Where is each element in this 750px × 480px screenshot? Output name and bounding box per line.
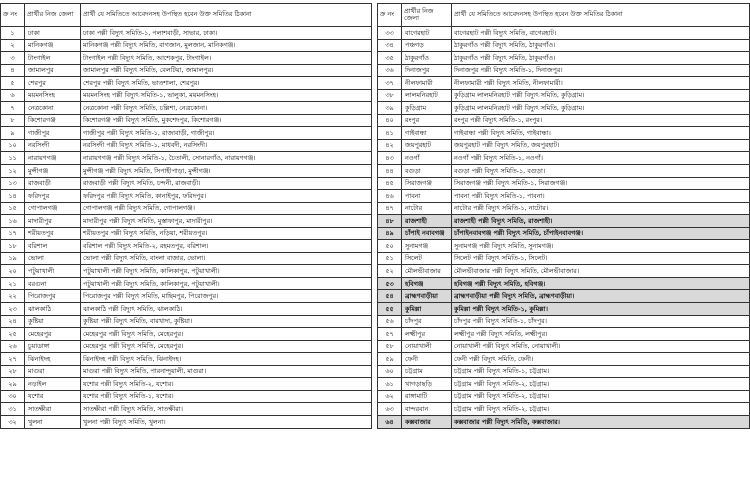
serial-cell: ৬১ (378, 378, 402, 391)
table-row (1, 353, 372, 366)
serial-cell: ৪১ (378, 127, 402, 140)
table-row (378, 340, 750, 353)
district-cell: বান্দরবান (402, 403, 452, 416)
table-row (378, 290, 750, 303)
district-cell: ফরিদপুর (25, 190, 81, 203)
table-row (378, 240, 750, 253)
district-cell: চাঁদপুর (402, 315, 452, 328)
table-row (1, 328, 372, 341)
samity-address-cell: পটুয়াখালী পল্লী বিদ্যুৎ সমিতি, কালিকাপুর, পটুয়াখালী। (81, 265, 372, 278)
samity-address-cell: মাদারীপুর পল্লী বিদ্যুৎ সমিতি, মুস্তাফাপুর, মাদারীপুর। (81, 215, 372, 228)
serial-cell: ৩৮ (378, 89, 402, 102)
samity-address-cell: জামালপুর পল্লী বিদ্যুৎ সমিতি, বেলটিয়া, জামালপুর। (81, 64, 372, 77)
serial-cell: ১৬ (1, 215, 25, 228)
samity-address-cell: চট্টগ্রাম পল্লী বিদ্যুৎ সমিতি-২, চট্টগ্রাম। (452, 390, 750, 403)
district-cell: মানিকগঞ্জ (25, 39, 81, 52)
samity-address-cell: সুনামগঞ্জ পল্লী বিদ্যুৎ সমিতি, সুনামগঞ্জ। (452, 240, 750, 253)
district-cell: মৌলভীবাজার (402, 265, 452, 278)
district-cell: মাদারীপুর (25, 215, 81, 228)
samity-address-cell: কিশোরগঞ্জ পল্লী বিদ্যুৎ সমিতি, মুকশেদপুর, কিশোরগঞ্জ। (81, 114, 372, 127)
samity-address-cell: কুমিল্লা পল্লী বিদ্যুৎ সমিতি-১, কুমিল্লা। (452, 303, 750, 316)
samity-address-cell: লক্ষ্মীপুর পল্লী বিদ্যুৎ সমিতি, লক্ষ্মীপুর। (452, 328, 750, 341)
serial-cell: ৫ (1, 77, 25, 90)
samity-address-cell: ঝালকাঠি পল্লী বিদ্যুৎ সমিতি, ঝালকাঠি। (81, 303, 372, 316)
table-row (1, 277, 372, 290)
serial-cell: ৪৪ (378, 165, 402, 178)
table-row (378, 52, 750, 65)
serial-cell: ২০ (1, 265, 25, 278)
table-row (378, 127, 750, 140)
district-cell: নড়াইল (25, 378, 81, 391)
district-cell: ঢাকা (25, 27, 81, 40)
samity-address-cell: সিলেট পল্লী বিদ্যুৎ সমিতি-১, সিলেট। (452, 252, 750, 265)
table-row (1, 227, 372, 240)
table-row (1, 303, 372, 316)
serial-cell: ৫২ (378, 265, 402, 278)
serial-cell: ৪০ (378, 114, 402, 127)
samity-address-cell: রাজশাহী পল্লী বিদ্যুৎ সমিতি, রাজশাহী। (452, 215, 750, 228)
samity-address-cell: ব্রাহ্মণবাড়ীয়া পল্লী বিদ্যুৎ সমিতি, ব্রাহ্মণবাড়ীয়া। (452, 290, 750, 303)
district-cell: নরসিংদী (25, 139, 81, 152)
table-row (1, 139, 372, 152)
serial-cell: ৬ (1, 89, 25, 102)
table-row (1, 177, 372, 190)
samity-address-cell: কুড়িগ্রাম লালমনিরহাট পল্লী বিদ্যুৎ সমিতি, কুড়িগ্রাম। (452, 102, 750, 115)
serial-cell: ১৫ (1, 202, 25, 215)
serial-cell: ৩০ (1, 390, 25, 403)
samity-address-cell: হবিগঞ্জ পল্লী বিদ্যুৎ সমিতি, হবিগঞ্জ। (452, 277, 750, 290)
table-row (378, 303, 750, 316)
table-row (378, 227, 750, 240)
samity-address-cell: নোয়াখালী পল্লী বিদ্যুৎ সমিতি, নোয়াখালী। (452, 340, 750, 353)
samity-address-cell: মানিকগঞ্জ পল্লী বিদ্যুৎ সমিতি, বাগজান, মুলজান, মানিকগঞ্জ। (81, 39, 372, 52)
serial-cell: ৫৩ (378, 277, 402, 290)
samity-address-cell: যশোর পল্লী বিদ্যুৎ সমিতি-২, যশোর। (81, 378, 372, 391)
samity-table-right (377, 3, 750, 429)
samity-address-cell: কক্সবাজার পল্লী বিদ্যুৎ সমিতি, কক্সবাজার। (452, 415, 750, 428)
samity-address-cell: মাগুরা পল্লী বিদ্যুৎ সমিতি, পারনান্দুয়ালী, মাগুরা। (81, 365, 372, 378)
table-row (378, 403, 750, 416)
serial-cell: ৫৬ (378, 315, 402, 328)
table-row (378, 365, 750, 378)
serial-cell: ১২ (1, 165, 25, 178)
serial-cell: ৪৮ (378, 215, 402, 228)
table-row (1, 265, 372, 278)
district-cell: ফেনী (402, 353, 452, 366)
table-row (1, 114, 372, 127)
header-district: প্রার্থীর নিজ জেলা (402, 4, 452, 27)
district-cell: জয়পুরহাট (402, 139, 452, 152)
samity-address-cell: সিরাজগঞ্জ পল্লী বিদ্যুৎ সমিতি-১, সিরাজগঞ্জ। (452, 177, 750, 190)
table-row (1, 165, 372, 178)
samity-address-cell: শরীয়তপুর পল্লী বিদ্যুৎ সমিতি, নড়িয়া, শরীয়তপুর। (81, 227, 372, 240)
serial-cell: ১ (1, 27, 25, 40)
samity-address-cell: খুলনা পল্লী বিদ্যুৎ সমিতি, খুলনা। (81, 415, 372, 428)
district-cell: ঝিনাইদহ (25, 353, 81, 366)
serial-cell: ৪৩ (378, 152, 402, 165)
district-cell: নওগাঁ (402, 152, 452, 165)
samity-address-cell: ঝিনাইদহ পল্লী বিদ্যুৎ সমিতি, ঝিনাইদহ। (81, 353, 372, 366)
serial-cell: ৯ (1, 127, 25, 140)
serial-cell: ৪৫ (378, 177, 402, 190)
district-cell: ঝালকাঠি (25, 303, 81, 316)
serial-cell: ৩৭ (378, 77, 402, 90)
district-cell: খাগড়াছড়ি (402, 378, 452, 391)
table-row (378, 64, 750, 77)
serial-cell: ৪ (1, 64, 25, 77)
samity-address-cell: বাগেরহাট পল্লী বিদ্যুৎ সমিতি, বাগেরহাট। (452, 27, 750, 40)
district-cell: জামালপুর (25, 64, 81, 77)
table-row (378, 190, 750, 203)
table-row (378, 415, 750, 428)
table-row (1, 240, 372, 253)
serial-cell: ৪৭ (378, 202, 402, 215)
header-serial: ক্র নং (1, 4, 25, 27)
district-cell: মাগুরা (25, 365, 81, 378)
table-row (1, 365, 372, 378)
samity-address-cell: রাজবাড়ী পল্লী বিদ্যুৎ সমিতি, চন্দনী, রাজবাড়ী। (81, 177, 372, 190)
samity-address-cell: জয়পুরহাট পল্লী বিদ্যুৎ সমিতি, জয়পুরহাট। (452, 139, 750, 152)
district-cell: নেত্রকোনা (25, 102, 81, 115)
table-row (1, 215, 372, 228)
serial-cell: ৫৪ (378, 290, 402, 303)
samity-address-cell: নওগাঁ পল্লী বিদ্যুৎ সমিতি-১, নওগাঁ। (452, 152, 750, 165)
samity-address-cell: ঠাকুরগাঁও পল্লী বিদ্যুৎ সমিতি, ঠাকুরগাঁও। (452, 39, 750, 52)
district-cell: লালমনিরহাট (402, 89, 452, 102)
district-cell: গাজীপুর (25, 127, 81, 140)
serial-cell: ৫৮ (378, 340, 402, 353)
table-row (1, 378, 372, 391)
district-cell: শেরপুর (25, 77, 81, 90)
district-cell: যশোর (25, 390, 81, 403)
table-row (378, 77, 750, 90)
samity-address-cell: ফেনী পল্লী বিদ্যুৎ সমিতি, ফেনী। (452, 353, 750, 366)
table-row (1, 290, 372, 303)
serial-cell: ৬২ (378, 390, 402, 403)
serial-cell: ২৫ (1, 328, 25, 341)
serial-cell: ২৪ (1, 315, 25, 328)
serial-cell: ৩২ (1, 415, 25, 428)
table-row (1, 403, 372, 416)
samity-address-cell: পটুয়াখালী পল্লী বিদ্যুৎ সমিতি, কালিকাপুর, পটুয়াখালী। (81, 277, 372, 290)
serial-cell: ৫০ (378, 240, 402, 253)
district-cell: সাতক্ষীরা (25, 403, 81, 416)
table-row (1, 415, 372, 428)
table-row (1, 315, 372, 328)
serial-cell: ১৯ (1, 252, 25, 265)
district-cell: রাজবাড়ী (25, 177, 81, 190)
district-cell: মুন্সীগঞ্জ (25, 165, 81, 178)
serial-cell: ৫১ (378, 252, 402, 265)
district-cell: সিরাজগঞ্জ (402, 177, 452, 190)
samity-address-cell: রংপুর পল্লী বিদ্যুৎ সমিতি-১, রংপুর। (452, 114, 750, 127)
samity-address-cell: কুড়িগ্রাম লালমনিরহাট পল্লী বিদ্যুৎ সমিতি, কুড়িগ্রাম। (452, 89, 750, 102)
serial-cell: ৮ (1, 114, 25, 127)
samity-address-cell: পিরোজপুর পল্লী বিদ্যুৎ সমিতি, মাছিমপুর, পিরোজপুর। (81, 290, 372, 303)
samity-address-cell: গোপালগঞ্জ পল্লী বিদ্যুৎ সমিতি, গোপালগঞ্জ। (81, 202, 372, 215)
serial-cell: ৪২ (378, 139, 402, 152)
table-row (378, 165, 750, 178)
serial-cell: ২৯ (1, 378, 25, 391)
district-cell: গোপালগঞ্জ (25, 202, 81, 215)
district-cell: নীলফামারী (402, 77, 452, 90)
district-cell: টাংগাইল (25, 52, 81, 65)
serial-cell: ৫৭ (378, 328, 402, 341)
district-cell: রাঙ্গামাটি (402, 390, 452, 403)
district-cell: ভোলা (25, 252, 81, 265)
serial-cell: ৫৫ (378, 303, 402, 316)
table-row (378, 328, 750, 341)
table-row (1, 64, 372, 77)
table-body-left (1, 27, 372, 429)
district-cell: কক্সবাজার (402, 415, 452, 428)
samity-address-cell: মুন্সীগঞ্জ পল্লী বিদ্যুৎ সমিতি, সিপাহীপাড়া, মুন্সীগঞ্জ। (81, 165, 372, 178)
district-cell: কুমিল্লা (402, 303, 452, 316)
table-row (378, 152, 750, 165)
samity-address-cell: ঠাকুরগাঁও পল্লী বিদ্যুৎ সমিতি, ঠাকুরগাঁও। (452, 52, 750, 65)
samity-address-cell: যশোর পল্লী বিদ্যুৎ সমিতি-১, যশোর। (81, 390, 372, 403)
table-row (378, 277, 750, 290)
samity-address-cell: ফরিদপুর পল্লী বিদ্যুৎ সমিতি, কানাইপুর, ফরিদপুর। (81, 190, 372, 203)
header-samity: প্রার্থী যে সমিতিতে আবেদনসহ উপস্থিত হবেন উক্ত সমিতির ঠিকানা (452, 4, 750, 27)
table-row (378, 139, 750, 152)
samity-address-cell: গাইবান্ধা পল্লী বিদ্যুৎ সমিতি, গাইবান্ধা। (452, 127, 750, 140)
table-row (378, 252, 750, 265)
table-row (1, 27, 372, 40)
samity-address-cell: গাজীপুর পল্লী বিদ্যুৎ সমিতি-১, রাজাবাড়ী, গাজীপুর। (81, 127, 372, 140)
samity-address-cell: নরসিংদী পল্লী বিদ্যুৎ সমিতি-১, মাধবদী, নরসিংদী। (81, 139, 372, 152)
district-cell: দিনাজপুর (402, 64, 452, 77)
header-samity: প্রার্থী যে সমিতিতে আবেদনসহ উপস্থিত হবেন উক্ত সমিতির ঠিকানা (81, 4, 372, 27)
serial-cell: ২৮ (1, 365, 25, 378)
table-row (378, 102, 750, 115)
serial-cell: ২ (1, 39, 25, 52)
samity-address-cell: টাংগাইল পল্লী বিদ্যুৎ সমিতি, আশেকপুর, টাংগাইল। (81, 52, 372, 65)
samity-address-cell: সাতক্ষীরা পল্লী বিদ্যুৎ সমিতি, সাতক্ষীরা। (81, 403, 372, 416)
serial-cell: ৩৯ (378, 102, 402, 115)
district-cell: ব্রাহ্মণবাড়ীয়া (402, 290, 452, 303)
serial-cell: ২৭ (1, 353, 25, 366)
serial-cell: ৪৯ (378, 227, 402, 240)
serial-cell: ৩৪ (378, 39, 402, 52)
serial-cell: ৭ (1, 102, 25, 115)
serial-cell: ৩ (1, 52, 25, 65)
district-cell: ঠাকুরগাঁও (402, 52, 452, 65)
district-cell: মেহেরপুর (25, 328, 81, 341)
serial-cell: ১৪ (1, 190, 25, 203)
district-cell: রাজশাহী (402, 215, 452, 228)
table-header-row (378, 4, 750, 27)
serial-cell: ৩৬ (378, 64, 402, 77)
samity-address-cell: ভোলা পল্লী বিদ্যুৎ সমিতি, বাংলা বাজার, ভোলা। (81, 252, 372, 265)
serial-cell: ৪৬ (378, 190, 402, 203)
table-row (1, 202, 372, 215)
samity-address-cell: চাঁদপুর পল্লী বিদ্যুৎ সমিতি-১, চাঁদপুর। (452, 315, 750, 328)
district-cell: রংপুর (402, 114, 452, 127)
samity-address-cell: নীলফামারী পল্লী বিদ্যুৎ সমিতি, নীলফামারী। (452, 77, 750, 90)
samity-address-cell: শেরপুর পল্লী বিদ্যুৎ সমিতি, ভাতশালা, শেরপুর। (81, 77, 372, 90)
table-row (1, 190, 372, 203)
samity-address-cell: ময়মনসিংহ পল্লী বিদ্যুৎ সমিতি-১, ভালুকা, ময়মনসিংহ। (81, 89, 372, 102)
serial-cell: ৩৩ (378, 27, 402, 40)
district-cell: পিরোজপুর (25, 290, 81, 303)
table-row (378, 378, 750, 391)
district-cell: বগুড়া (402, 165, 452, 178)
table-row (378, 114, 750, 127)
serial-cell: ১৮ (1, 240, 25, 253)
district-cell: পটুয়াখালী (25, 265, 81, 278)
table-row (378, 315, 750, 328)
district-cell: চাঁপাই নবাবগঞ্জ (402, 227, 452, 240)
district-cell: চুয়াডাঙ্গা (25, 340, 81, 353)
header-district: প্রার্থীর নিজ জেলা (25, 4, 81, 27)
table-row (378, 89, 750, 102)
district-cell: সিলেট (402, 252, 452, 265)
district-cell: শরীয়তপুর (25, 227, 81, 240)
table-row (1, 340, 372, 353)
district-cell: নোয়াখালী (402, 340, 452, 353)
district-cell: কিশোরগঞ্জ (25, 114, 81, 127)
table-row (1, 152, 372, 165)
district-cell: কুড়িগ্রাম (402, 102, 452, 115)
district-cell: পাবনা (402, 190, 452, 203)
district-cell: পঞ্চগড় (402, 39, 452, 52)
table-row (378, 177, 750, 190)
district-cell: বাগেরহাট (402, 27, 452, 40)
district-cell: ময়মনসিংহ (25, 89, 81, 102)
table-row (1, 127, 372, 140)
samity-address-cell: মেহেরপুর পল্লী বিদ্যুৎ সমিতি, মেহেরপুর। (81, 340, 372, 353)
table-row (1, 52, 372, 65)
table-row (1, 390, 372, 403)
samity-address-cell: কুষ্টিয়া পল্লী বিদ্যুৎ সমিতি, বারখাদা, কুষ্টিয়া। (81, 315, 372, 328)
district-cell: সুনামগঞ্জ (402, 240, 452, 253)
samity-address-cell: চট্টগ্রাম পল্লী বিদ্যুৎ সমিতি-২, চট্টগ্রাম। (452, 378, 750, 391)
table-row (378, 265, 750, 278)
table-row (378, 390, 750, 403)
district-cell: হবিগঞ্জ (402, 277, 452, 290)
samity-address-cell: বগুড়া পল্লী বিদ্যুৎ সমিতি-১, বগুড়া। (452, 165, 750, 178)
samity-address-cell: দিনাজপুর পল্লী বিদ্যুৎ সমিতি-১, দিনাজপুর। (452, 64, 750, 77)
samity-address-cell: পাবনা পল্লী বিদ্যুৎ সমিতি-১, পাবনা। (452, 190, 750, 203)
serial-cell: ৩৫ (378, 52, 402, 65)
district-cell: নারায়ণগঞ্জ (25, 152, 81, 165)
header-serial: ক্র নং (378, 4, 402, 27)
district-cell: লক্ষ্মীপুর (402, 328, 452, 341)
serial-cell: ১১ (1, 152, 25, 165)
district-cell: বরগুনা (25, 277, 81, 290)
samity-address-cell: নারায়ণগঞ্জ পল্লী বিদ্যুৎ সমিতি-১, চৈতালী, সোনারগাঁও, নারায়ণগঞ্জ। (81, 152, 372, 165)
samity-table-left (0, 3, 372, 429)
serial-cell: ৬৪ (378, 415, 402, 428)
table-row (1, 252, 372, 265)
table-header-row (1, 4, 372, 27)
serial-cell: ১৩ (1, 177, 25, 190)
serial-cell: ৫৯ (378, 353, 402, 366)
samity-address-cell: নেত্রকোনা পল্লী বিদ্যুৎ সমিতি, চল্লিশা, নেত্রকোনা। (81, 102, 372, 115)
district-cell: খুলনা (25, 415, 81, 428)
district-cell: কুষ্টিয়া (25, 315, 81, 328)
serial-cell: ৬৩ (378, 403, 402, 416)
samity-address-cell: চাঁপাইনবাবগঞ্জ পল্লী বিদ্যুৎ সমিতি, চাঁপাইনবাবগঞ্জ। (452, 227, 750, 240)
table-row (1, 89, 372, 102)
samity-address-cell: মেহেরপুর পল্লী বিদ্যুৎ সমিতি, মেহেরপুর। (81, 328, 372, 341)
samity-address-cell: বরিশাল পল্লী বিদ্যুৎ সমিতি-২, রহমতপুর, বরিশাল। (81, 240, 372, 253)
district-cell: নাটোর (402, 202, 452, 215)
table-row (1, 77, 372, 90)
table-row (1, 39, 372, 52)
serial-cell: ৬০ (378, 365, 402, 378)
samity-address-cell: ঢাকা পল্লী বিদ্যুৎ সমিতি-১, পলাশবাড়ী, সাভার, ঢাকা। (81, 27, 372, 40)
table-row (378, 39, 750, 52)
district-cell: চট্টগ্রাম (402, 365, 452, 378)
samity-address-cell: নাটোর পল্লী বিদ্যুৎ সমিতি-১, নাটোর। (452, 202, 750, 215)
serial-cell: ২৩ (1, 303, 25, 316)
table-row (378, 202, 750, 215)
serial-cell: ১০ (1, 139, 25, 152)
table-row (378, 27, 750, 40)
serial-cell: ১৭ (1, 227, 25, 240)
district-cell: গাইবান্ধা (402, 127, 452, 140)
table-body-right (378, 27, 750, 429)
samity-address-cell: চট্টগ্রাম পল্লী বিদ্যুৎ সমিতি-১, চট্টগ্রাম। (452, 365, 750, 378)
serial-cell: ২২ (1, 290, 25, 303)
table-row (378, 215, 750, 228)
samity-address-cell: মৌলভীবাজার পল্লী বিদ্যুৎ সমিতি, মৌলভীবাজার। (452, 265, 750, 278)
district-cell: বরিশাল (25, 240, 81, 253)
serial-cell: ২৬ (1, 340, 25, 353)
serial-cell: ২১ (1, 277, 25, 290)
samity-address-cell: চট্টগ্রাম পল্লী বিদ্যুৎ সমিতি-২, চট্টগ্রাম। (452, 403, 750, 416)
table-row (1, 102, 372, 115)
table-row (378, 353, 750, 366)
serial-cell: ৩১ (1, 403, 25, 416)
